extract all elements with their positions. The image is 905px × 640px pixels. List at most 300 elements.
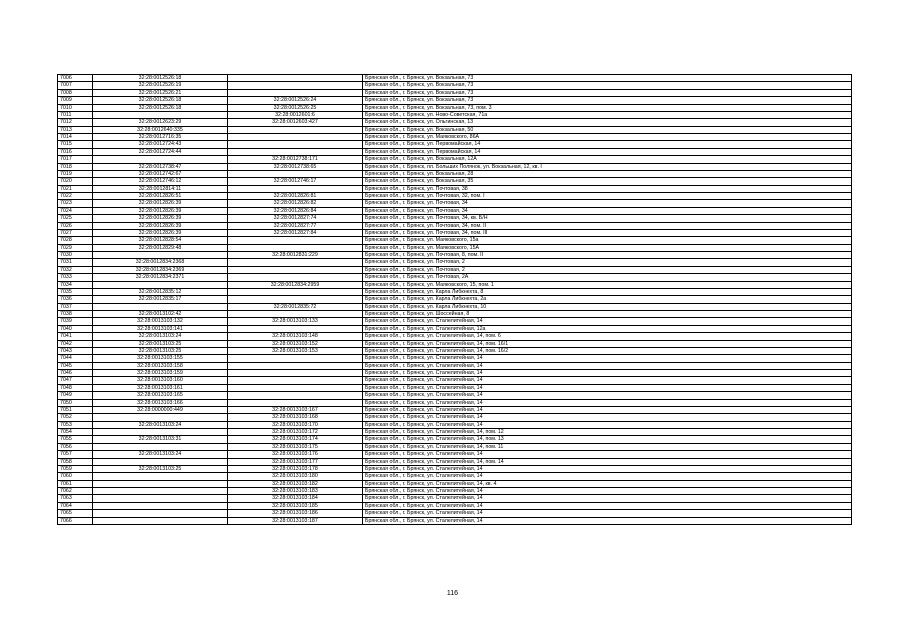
- cadastral-number-cell: 32:28:0013103:161: [93, 384, 228, 391]
- object-cadastral-number-cell: [228, 370, 363, 377]
- table-row: [58, 89, 852, 96]
- object-cadastral-number-cell: 32:28:0012834:2959: [228, 281, 363, 288]
- address-cell: Брянская обл., г. Брянск, пл. Больших Полянок, ул. Вокзальная, 12, кв. I: [363, 163, 852, 170]
- address-cell: Брянская обл., г. Брянск, ул. Вокзальная, 50: [363, 126, 852, 133]
- table-row: [58, 288, 852, 295]
- address-cell: Брянская обл., г. Брянск, ул. Ольгинская, 13: [363, 119, 852, 126]
- cadastral-number-cell: 32:28:0012623:29: [93, 119, 228, 126]
- address-cell: Брянская обл., г. Брянск, ул. Маяковского, 86А: [363, 134, 852, 141]
- address-cell: Брянская обл., г. Брянск, ул. Сталелитейная, 14: [363, 392, 852, 399]
- cadastral-number-cell: 32:28:0013103:158: [93, 362, 228, 369]
- row-number-cell: 7055: [58, 436, 93, 443]
- table-row: [58, 75, 852, 82]
- address-cell: Брянская обл., г. Брянск, ул. Сталелитейная, 14, кв. 4: [363, 480, 852, 487]
- row-number-cell: 7038: [58, 311, 93, 318]
- row-number-cell: 7025: [58, 215, 93, 222]
- row-number-cell: 7013: [58, 126, 93, 133]
- table-row: [58, 488, 852, 495]
- cadastral-number-cell: [93, 473, 228, 480]
- address-cell: Брянская обл., г. Брянск, ул. Карла Либкнехта, 10: [363, 303, 852, 310]
- cadastral-number-cell: 32:28:0013103:31: [93, 436, 228, 443]
- cadastral-number-cell: 32:28:0013103:24: [93, 333, 228, 340]
- table-row: [58, 119, 852, 126]
- address-cell: Брянская обл., г. Брянск, ул. Вокзальная, 35: [363, 178, 852, 185]
- cadastral-number-cell: 32:28:0012526:19: [93, 82, 228, 89]
- cadastral-number-cell: 32:28:0013103:132: [93, 318, 228, 325]
- table-row: [58, 384, 852, 391]
- cadastral-number-cell: 32:28:0012826:39: [93, 229, 228, 236]
- object-cadastral-number-cell: 32:28:0013103:167: [228, 406, 363, 413]
- address-cell: Брянская обл., г. Брянск, ул. Почтовая, 32, пом. I: [363, 193, 852, 200]
- object-cadastral-number-cell: [228, 185, 363, 192]
- row-number-cell: 7023: [58, 200, 93, 207]
- object-cadastral-number-cell: 32:28:0012826:82: [228, 200, 363, 207]
- row-number-cell: 7012: [58, 119, 93, 126]
- address-cell: Брянская обл., г. Брянск, ул. Маяковского, 15, пом. 1: [363, 281, 852, 288]
- cadastral-number-cell: [93, 488, 228, 495]
- table-row: [58, 370, 852, 377]
- address-cell: Брянская обл., г. Брянск, ул. Первомайская, 14: [363, 141, 852, 148]
- address-cell: Брянская обл., г. Брянск, ул. Вокзальная, 28: [363, 170, 852, 177]
- row-number-cell: 7051: [58, 406, 93, 413]
- address-cell: Брянская обл., г. Брянск, ул. Шоссейная, 8: [363, 311, 852, 318]
- object-cadastral-number-cell: [228, 126, 363, 133]
- table-row: [58, 340, 852, 347]
- cadastral-number-cell: 32:28:0012834:2368: [93, 259, 228, 266]
- address-cell: Брянская обл., г. Брянск, ул. Сталелитейная, 14: [363, 502, 852, 509]
- table-row: [58, 237, 852, 244]
- table-row: [58, 244, 852, 251]
- row-number-cell: 7031: [58, 259, 93, 266]
- address-cell: Брянская обл., г. Брянск, ул. Вокзальная, 73: [363, 82, 852, 89]
- page-number: 116: [446, 590, 459, 597]
- object-cadastral-number-cell: 32:28:0013103:185: [228, 502, 363, 509]
- row-number-cell: 7011: [58, 111, 93, 118]
- table-row: [58, 311, 852, 318]
- table-row: [58, 436, 852, 443]
- cadastral-number-cell: 32:28:0012814:11: [93, 185, 228, 192]
- row-number-cell: 7050: [58, 399, 93, 406]
- address-cell: Брянская обл., г. Брянск, ул. Почтовая, 38: [363, 185, 852, 192]
- object-cadastral-number-cell: 32:28:0012826:84: [228, 207, 363, 214]
- object-cadastral-number-cell: 32:28:0012526:24: [228, 97, 363, 104]
- object-cadastral-number-cell: 32:28:0012603:427: [228, 119, 363, 126]
- cadastral-number-cell: 32:28:0012828:54: [93, 237, 228, 244]
- address-cell: Брянская обл., г. Брянск, ул. Карла Либкнехта, 2а: [363, 296, 852, 303]
- table-row: [58, 377, 852, 384]
- object-cadastral-number-cell: [228, 148, 363, 155]
- object-cadastral-number-cell: [228, 399, 363, 406]
- register-table: [57, 74, 852, 525]
- cadastral-number-cell: 32:28:0012826:39: [93, 207, 228, 214]
- row-number-cell: 7008: [58, 89, 93, 96]
- row-number-cell: 7066: [58, 517, 93, 524]
- row-number-cell: 7015: [58, 141, 93, 148]
- cadastral-number-cell: 32:28:0013103:159: [93, 370, 228, 377]
- cadastral-number-cell: 32:28:0012526:21: [93, 89, 228, 96]
- row-number-cell: 7007: [58, 82, 93, 89]
- table-row: [58, 392, 852, 399]
- row-number-cell: 7046: [58, 370, 93, 377]
- address-cell: Брянская обл., г. Брянск, ул. Сталелитейная, 14: [363, 318, 852, 325]
- cadastral-number-cell: 32:28:0012526:18: [93, 104, 228, 111]
- cadastral-number-cell: 32:28:0012716:35: [93, 134, 228, 141]
- row-number-cell: 7035: [58, 288, 93, 295]
- object-cadastral-number-cell: 32:28:0013103:180: [228, 473, 363, 480]
- address-cell: Брянская обл., г. Брянск, ул. Почтовая, 2: [363, 259, 852, 266]
- cadastral-number-cell: 32:28:0012834:2371: [93, 274, 228, 281]
- table-row: [58, 97, 852, 104]
- row-number-cell: 7042: [58, 340, 93, 347]
- table-row: [58, 141, 852, 148]
- table-row: [58, 414, 852, 421]
- object-cadastral-number-cell: [228, 296, 363, 303]
- address-cell: Брянская обл., г. Брянск, ул. Почтовая, 34, кв. Б/Н: [363, 215, 852, 222]
- address-cell: Брянская обл., г. Брянск, ул. Сталелитейная, 14, пом. 16/1: [363, 340, 852, 347]
- table-row: [58, 193, 852, 200]
- address-cell: Брянская обл., г. Брянск, ул. Сталелитейная, 14: [363, 377, 852, 384]
- object-cadastral-number-cell: [228, 355, 363, 362]
- cadastral-number-cell: 32:28:0012835:17: [93, 296, 228, 303]
- cadastral-number-cell: [93, 414, 228, 421]
- row-number-cell: 7045: [58, 362, 93, 369]
- table-row: [58, 82, 852, 89]
- cadastral-number-cell: 32:28:0012724:44: [93, 148, 228, 155]
- row-number-cell: 7061: [58, 480, 93, 487]
- table-row: [58, 281, 852, 288]
- row-number-cell: 7039: [58, 318, 93, 325]
- table-row: [58, 148, 852, 155]
- cadastral-number-cell: [93, 252, 228, 259]
- address-cell: Брянская обл., г. Брянск, ул. Почтовая, 2: [363, 266, 852, 273]
- cadastral-number-cell: 32:28:0013103:160: [93, 377, 228, 384]
- address-cell: Брянская обл., г. Брянск, ул. Сталелитейная, 14, пом. 11: [363, 443, 852, 450]
- row-number-cell: 7041: [58, 333, 93, 340]
- table-row: [58, 178, 852, 185]
- table-row: [58, 451, 852, 458]
- object-cadastral-number-cell: 32:28:0012738:65: [228, 163, 363, 170]
- object-cadastral-number-cell: 32:28:0013103:178: [228, 465, 363, 472]
- row-number-cell: 7040: [58, 325, 93, 332]
- row-number-cell: 7058: [58, 458, 93, 465]
- object-cadastral-number-cell: 32:28:0012831:229: [228, 252, 363, 259]
- address-cell: Брянская обл., г. Брянск, ул. Маяковского, 15А: [363, 244, 852, 251]
- address-cell: Брянская обл., г. Брянск, ул. Сталелитейная, 14: [363, 370, 852, 377]
- cadastral-number-cell: 32:28:0000000:449: [93, 406, 228, 413]
- address-cell: Брянская обл., г. Брянск, ул. Ново-Советская, 71а: [363, 111, 852, 118]
- table-row: [58, 473, 852, 480]
- object-cadastral-number-cell: 32:28:0012746:17: [228, 178, 363, 185]
- row-number-cell: 7043: [58, 347, 93, 354]
- table-row: [58, 495, 852, 502]
- row-number-cell: 7028: [58, 237, 93, 244]
- cadastral-number-cell: [93, 517, 228, 524]
- address-cell: Брянская обл., г. Брянск, ул. Вокзальная, 73, пом. 3: [363, 104, 852, 111]
- table-row: [58, 333, 852, 340]
- table-row: [58, 421, 852, 428]
- row-number-cell: 7037: [58, 303, 93, 310]
- address-cell: Брянская обл., г. Брянск, ул. Почтовая, 34: [363, 200, 852, 207]
- row-number-cell: 7018: [58, 163, 93, 170]
- address-cell: Брянская обл., г. Брянск, ул. Почтовая, 2А: [363, 274, 852, 281]
- object-cadastral-number-cell: 32:28:0012601:6: [228, 111, 363, 118]
- cadastral-number-cell: 32:28:0012834:2369: [93, 266, 228, 273]
- cadastral-number-cell: [93, 429, 228, 436]
- cadastral-number-cell: 32:28:0013103:25: [93, 465, 228, 472]
- cadastral-number-cell: [93, 480, 228, 487]
- object-cadastral-number-cell: 32:28:0013103:187: [228, 517, 363, 524]
- address-cell: Брянская обл., г. Брянск, ул. Сталелитейная, 14: [363, 421, 852, 428]
- object-cadastral-number-cell: 32:28:0013103:183: [228, 488, 363, 495]
- row-number-cell: 7033: [58, 274, 93, 281]
- cadastral-number-cell: [93, 495, 228, 502]
- cadastral-number-cell: [93, 303, 228, 310]
- object-cadastral-number-cell: [228, 141, 363, 148]
- cadastral-number-cell: 32:28:0012526:18: [93, 75, 228, 82]
- object-cadastral-number-cell: 32:28:0012738:171: [228, 156, 363, 163]
- register-sheet: [57, 74, 852, 525]
- object-cadastral-number-cell: 32:28:0012827:74: [228, 215, 363, 222]
- address-cell: Брянская обл., г. Брянск, ул. Почтовая, 34: [363, 207, 852, 214]
- object-cadastral-number-cell: [228, 274, 363, 281]
- address-cell: Брянская обл., г. Брянск, ул. Сталелитейная, 14: [363, 473, 852, 480]
- table-row: [58, 502, 852, 509]
- cadastral-number-cell: 32:28:0013103:25: [93, 340, 228, 347]
- table-row: [58, 443, 852, 450]
- row-number-cell: 7029: [58, 244, 93, 251]
- table-row: [58, 296, 852, 303]
- row-number-cell: 7022: [58, 193, 93, 200]
- address-cell: Брянская обл., г. Брянск, ул. Сталелитейная, 14: [363, 465, 852, 472]
- object-cadastral-number-cell: [228, 244, 363, 251]
- address-cell: Брянская обл., г. Брянск, ул. Вокзальная, 12А: [363, 156, 852, 163]
- address-cell: Брянская обл., г. Брянск, ул. Карла Либкнехта, 8: [363, 288, 852, 295]
- table-row: [58, 215, 852, 222]
- row-number-cell: 7026: [58, 222, 93, 229]
- object-cadastral-number-cell: 32:28:0012826:81: [228, 193, 363, 200]
- cadastral-number-cell: [93, 111, 228, 118]
- address-cell: Брянская обл., г. Брянск, ул. Почтовая, 34, пом. II: [363, 222, 852, 229]
- cadastral-number-cell: [93, 156, 228, 163]
- table-row: [58, 347, 852, 354]
- cadastral-number-cell: [93, 458, 228, 465]
- cadastral-number-cell: 32:28:0012738:47: [93, 163, 228, 170]
- cadastral-number-cell: 32:28:0013103:166: [93, 399, 228, 406]
- table-row: [58, 480, 852, 487]
- object-cadastral-number-cell: 32:28:0013103:175: [228, 443, 363, 450]
- address-cell: Брянская обл., г. Брянск, ул. Вокзальная, 73: [363, 97, 852, 104]
- table-row: [58, 134, 852, 141]
- object-cadastral-number-cell: 32:28:0012835:72: [228, 303, 363, 310]
- row-number-cell: 7064: [58, 502, 93, 509]
- table-row: [58, 318, 852, 325]
- row-number-cell: 7062: [58, 488, 93, 495]
- object-cadastral-number-cell: [228, 377, 363, 384]
- cadastral-number-cell: 32:28:0012724:43: [93, 141, 228, 148]
- table-row: [58, 362, 852, 369]
- object-cadastral-number-cell: [228, 392, 363, 399]
- row-number-cell: 7006: [58, 75, 93, 82]
- address-cell: Брянская обл., г. Брянск, ул. Сталелитейная, 14, пом. 13: [363, 436, 852, 443]
- row-number-cell: 7056: [58, 443, 93, 450]
- object-cadastral-number-cell: 32:28:0013103:174: [228, 436, 363, 443]
- row-number-cell: 7016: [58, 148, 93, 155]
- table-row: [58, 458, 852, 465]
- address-cell: Брянская обл., г. Брянск, ул. Сталелитейная, 14: [363, 399, 852, 406]
- table-row: [58, 274, 852, 281]
- cadastral-number-cell: 32:28:0013102:42: [93, 311, 228, 318]
- address-cell: Брянская обл., г. Брянск, ул. Сталелитейная, 14, пом. 6: [363, 333, 852, 340]
- object-cadastral-number-cell: [228, 134, 363, 141]
- table-row: [58, 266, 852, 273]
- cadastral-number-cell: 32:28:0012742:67: [93, 170, 228, 177]
- object-cadastral-number-cell: 32:28:0013103:170: [228, 421, 363, 428]
- row-number-cell: 7030: [58, 252, 93, 259]
- row-number-cell: 7052: [58, 414, 93, 421]
- row-number-cell: 7065: [58, 510, 93, 517]
- row-number-cell: 7044: [58, 355, 93, 362]
- cadastral-number-cell: 32:28:0012826:39: [93, 215, 228, 222]
- cadastral-number-cell: 32:28:0013103:25: [93, 347, 228, 354]
- object-cadastral-number-cell: 32:28:0012827:84: [228, 229, 363, 236]
- object-cadastral-number-cell: 32:28:0013103:177: [228, 458, 363, 465]
- address-cell: Брянская обл., г. Брянск, ул. Сталелитейная, 14: [363, 495, 852, 502]
- object-cadastral-number-cell: 32:28:0012827:77: [228, 222, 363, 229]
- table-row: [58, 399, 852, 406]
- cadastral-number-cell: 32:28:0012746:12: [93, 178, 228, 185]
- cadastral-number-cell: 32:28:0013103:24: [93, 421, 228, 428]
- table-row: [58, 303, 852, 310]
- address-cell: Брянская обл., г. Брянск, ул. Сталелитейная, 14, пом. 12: [363, 429, 852, 436]
- row-number-cell: 7057: [58, 451, 93, 458]
- object-cadastral-number-cell: [228, 259, 363, 266]
- row-number-cell: 7010: [58, 104, 93, 111]
- address-cell: Брянская обл., г. Брянск, ул. Сталелитейная, 14: [363, 414, 852, 421]
- row-number-cell: 7034: [58, 281, 93, 288]
- object-cadastral-number-cell: 32:28:0013103:184: [228, 495, 363, 502]
- table-row: [58, 156, 852, 163]
- cadastral-number-cell: [93, 281, 228, 288]
- object-cadastral-number-cell: 32:28:0013103:172: [228, 429, 363, 436]
- cadastral-number-cell: 32:28:0012835:12: [93, 288, 228, 295]
- row-number-cell: 7019: [58, 170, 93, 177]
- address-cell: Брянская обл., г. Брянск, ул. Почтовая, 8, пом. II: [363, 252, 852, 259]
- row-number-cell: 7047: [58, 377, 93, 384]
- table-row: [58, 429, 852, 436]
- row-number-cell: 7063: [58, 495, 93, 502]
- object-cadastral-number-cell: [228, 384, 363, 391]
- address-cell: Брянская обл., г. Брянск, ул. Сталелитейная, 14, пом. 16/2: [363, 347, 852, 354]
- address-cell: Брянская обл., г. Брянск, ул. Сталелитейная, 14: [363, 384, 852, 391]
- object-cadastral-number-cell: [228, 237, 363, 244]
- table-row: [58, 355, 852, 362]
- address-cell: Брянская обл., г. Брянск, ул. Почтовая, 34, пом. III: [363, 229, 852, 236]
- object-cadastral-number-cell: 32:28:0013103:182: [228, 480, 363, 487]
- table-row: [58, 222, 852, 229]
- address-cell: Брянская обл., г. Брянск, ул. Вокзальная, 73: [363, 89, 852, 96]
- table-row: [58, 104, 852, 111]
- table-row: [58, 207, 852, 214]
- register-table-body: [58, 75, 852, 525]
- address-cell: Брянская обл., г. Брянск, ул. Сталелитейная, 12а: [363, 325, 852, 332]
- table-row: [58, 259, 852, 266]
- row-number-cell: 7032: [58, 266, 93, 273]
- object-cadastral-number-cell: 32:28:0013103:133: [228, 318, 363, 325]
- row-number-cell: 7048: [58, 384, 93, 391]
- cadastral-number-cell: 32:28:0012826:51: [93, 193, 228, 200]
- table-row: [58, 465, 852, 472]
- row-number-cell: 7060: [58, 473, 93, 480]
- table-row: [58, 200, 852, 207]
- cadastral-number-cell: 32:28:0013103:141: [93, 325, 228, 332]
- object-cadastral-number-cell: [228, 89, 363, 96]
- table-row: [58, 325, 852, 332]
- object-cadastral-number-cell: 32:28:0013103:152: [228, 340, 363, 347]
- object-cadastral-number-cell: [228, 266, 363, 273]
- object-cadastral-number-cell: [228, 288, 363, 295]
- address-cell: Брянская обл., г. Брянск, ул. Сталелитейная, 14: [363, 510, 852, 517]
- object-cadastral-number-cell: [228, 362, 363, 369]
- cadastral-number-cell: 32:28:0012826:39: [93, 200, 228, 207]
- address-cell: Брянская обл., г. Брянск, ул. Сталелитейная, 14: [363, 362, 852, 369]
- row-number-cell: 7036: [58, 296, 93, 303]
- row-number-cell: 7027: [58, 229, 93, 236]
- address-cell: Брянская обл., г. Брянск, ул. Первомайская, 14: [363, 148, 852, 155]
- object-cadastral-number-cell: 32:28:0012526:25: [228, 104, 363, 111]
- cadastral-number-cell: 32:28:0012826:39: [93, 222, 228, 229]
- table-row: [58, 510, 852, 517]
- object-cadastral-number-cell: [228, 170, 363, 177]
- cadastral-number-cell: [93, 502, 228, 509]
- table-row: [58, 229, 852, 236]
- object-cadastral-number-cell: 32:28:0013103:148: [228, 333, 363, 340]
- table-row: [58, 126, 852, 133]
- object-cadastral-number-cell: 32:28:0013103:168: [228, 414, 363, 421]
- table-row: [58, 111, 852, 118]
- row-number-cell: 7054: [58, 429, 93, 436]
- cadastral-number-cell: [93, 510, 228, 517]
- table-row: [58, 163, 852, 170]
- cadastral-number-cell: 32:28:0012829:48: [93, 244, 228, 251]
- table-row: [58, 517, 852, 524]
- cadastral-number-cell: 32:28:0012640:335: [93, 126, 228, 133]
- address-cell: Брянская обл., г. Брянск, ул. Сталелитейная, 14: [363, 451, 852, 458]
- cadastral-number-cell: [93, 443, 228, 450]
- cadastral-number-cell: 32:28:0013103:155: [93, 355, 228, 362]
- object-cadastral-number-cell: [228, 311, 363, 318]
- table-row: [58, 406, 852, 413]
- row-number-cell: 7009: [58, 97, 93, 104]
- object-cadastral-number-cell: [228, 325, 363, 332]
- row-number-cell: 7049: [58, 392, 93, 399]
- address-cell: Брянская обл., г. Брянск, ул. Сталелитейная, 14: [363, 406, 852, 413]
- cadastral-number-cell: 32:28:0013103:165: [93, 392, 228, 399]
- address-cell: Брянская обл., г. Брянск, ул. Сталелитейная, 14: [363, 517, 852, 524]
- object-cadastral-number-cell: 32:28:0013103:153: [228, 347, 363, 354]
- table-row: [58, 185, 852, 192]
- object-cadastral-number-cell: [228, 82, 363, 89]
- object-cadastral-number-cell: 32:28:0013103:186: [228, 510, 363, 517]
- row-number-cell: 7014: [58, 134, 93, 141]
- cadastral-number-cell: 32:28:0012526:18: [93, 97, 228, 104]
- cadastral-number-cell: 32:28:0013103:24: [93, 451, 228, 458]
- address-cell: Брянская обл., г. Брянск, ул. Сталелитейная, 14: [363, 355, 852, 362]
- address-cell: Брянская обл., г. Брянск, ул. Сталелитейная, 14, пом. 14: [363, 458, 852, 465]
- row-number-cell: 7059: [58, 465, 93, 472]
- row-number-cell: 7020: [58, 178, 93, 185]
- address-cell: Брянская обл., г. Брянск, ул. Маяковского, 15а: [363, 237, 852, 244]
- address-cell: Брянская обл., г. Брянск, ул. Сталелитейная, 14: [363, 488, 852, 495]
